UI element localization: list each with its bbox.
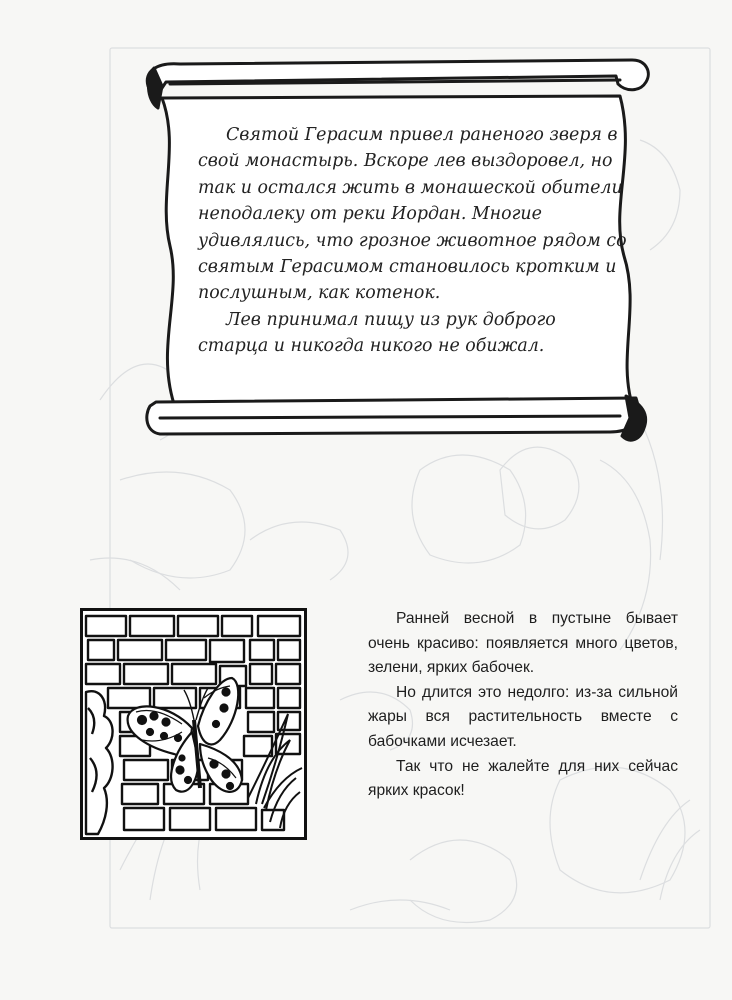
text-paragraph: Но длится это недолго: из-за сильной жары вся растительность вместе с бабочками исчезает. [368, 683, 678, 750]
scroll-paragraph: Святой Герасим привел раненого зверя в свой монастырь. Вскоре лев выздоровел, но так и остался жить в монашеской обители неподалеку от реки Иордан. Многие удивлялись, что грозное животное рядом со святым Герасимом становилось кротким и послушным, как котенок. [198, 125, 627, 304]
text-paragraph: Ранней весной в пустыне бывает очень красиво: появляется много цветов, зелени, ярких бабочек. [368, 610, 678, 677]
coloring-instruction-text [368, 607, 678, 804]
scroll-paragraph: Лев принимал пищу из рук доброго старца и никогда никого не обижал. [198, 309, 556, 357]
text-paragraph: Так что не жалейте для них сейчас ярких красок! [368, 757, 678, 800]
scroll-story-text [198, 122, 628, 360]
butterfly-brick-wall-illustration [80, 608, 307, 840]
